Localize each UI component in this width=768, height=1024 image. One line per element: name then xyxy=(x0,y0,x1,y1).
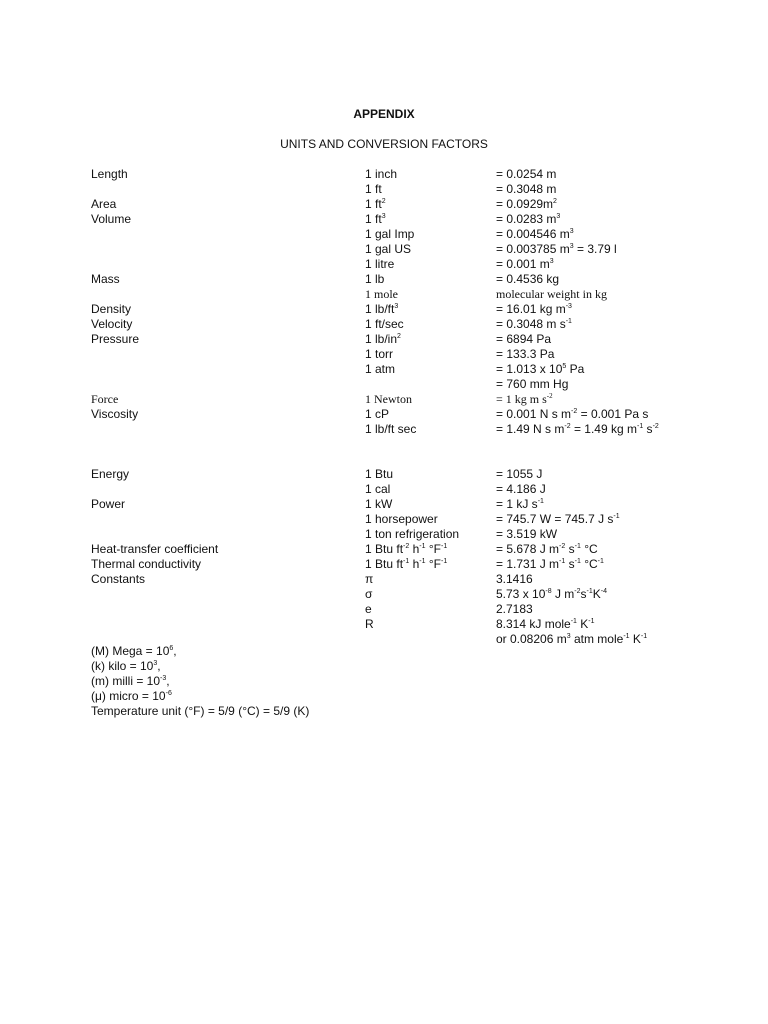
table-row xyxy=(0,287,768,302)
value-cell: = 1055 J xyxy=(496,467,543,481)
value-cell: = 0.4536 kg xyxy=(496,272,560,286)
value-cell: or 0.08206 $m^3$ atm mole$^{-1}$ $K^{-1}$ xyxy=(496,632,648,646)
spacer-row xyxy=(0,452,768,467)
value-cell: = 4.186 J xyxy=(496,482,546,496)
value-cell: = 0.0283 $m^3$ xyxy=(496,212,561,226)
table-row xyxy=(0,212,768,227)
table-row xyxy=(0,392,768,407)
value-cell: molecular weight in kg xyxy=(496,287,607,301)
value-cell: = 16.01 kg $m^{-3}$ xyxy=(496,302,572,316)
prefix-line: (M) Mega = $10^6$, xyxy=(91,644,177,658)
value-cell: = 1 kg m $s^{-2}$ xyxy=(496,392,553,406)
value-cell: = 3.519 kW xyxy=(496,527,558,541)
table-row xyxy=(0,542,768,557)
table-row xyxy=(0,497,768,512)
value-cell: = 0.001 $m^3$ xyxy=(496,257,554,271)
value-cell: = 745.7 W = 745.7 J $s^{-1}$ xyxy=(496,512,620,526)
table-row xyxy=(0,617,768,632)
quantity-cell: Heat-transfer coefficient xyxy=(91,542,219,556)
prefix-line: Temperature unit (°F) = 5/9 (°C) = 5/9 (K) xyxy=(91,704,310,718)
quantity-cell: Power xyxy=(91,497,126,511)
unit-cell: 1 Btu $ft^{-2}$ $h^{-1}$ $^\circ F^{-1}$ xyxy=(365,542,448,556)
unit-cell: 1 litre xyxy=(365,257,395,271)
value-cell: = 0.3048 m xyxy=(496,182,557,196)
table-row xyxy=(0,167,768,182)
value-cell: = 760 mm Hg xyxy=(496,377,569,391)
table-row xyxy=(0,362,768,377)
value-cell: = 1.731 J $m^{-1}$ $s^{-1}$ $^\circ C^{-1}$ xyxy=(496,557,604,571)
unit-cell: 1 ft xyxy=(365,182,382,196)
value-cell: = 133.3 Pa xyxy=(496,347,555,361)
unit-cell: 1 lb/ft sec xyxy=(365,422,417,436)
table-row xyxy=(0,272,768,287)
table-row xyxy=(0,182,768,197)
value-cell: = 0.0254 m xyxy=(496,167,557,181)
table-row xyxy=(0,242,768,257)
table-row xyxy=(0,332,768,347)
table-row xyxy=(0,527,768,542)
value-cell: = 1.013 x $10^5$ Pa xyxy=(496,362,585,376)
table-row xyxy=(0,587,768,602)
table-row xyxy=(0,572,768,587)
quantity-cell: Constants xyxy=(91,572,146,586)
table-row xyxy=(0,602,768,617)
value-cell: = 1 kJ $s^{-1}$ xyxy=(496,497,544,511)
table-row xyxy=(0,257,768,272)
unit-cell: 1 inch xyxy=(365,167,398,181)
page-subtitle: UNITS AND CONVERSION FACTORS xyxy=(280,137,488,151)
quantity-cell: Density xyxy=(91,302,132,316)
value-cell: 2.7183 xyxy=(496,602,533,616)
value-cell: 8.314 kJ mole$^{-1}$ $K^{-1}$ xyxy=(496,617,595,631)
conversion-table xyxy=(0,167,768,647)
unit-cell: 1 kW xyxy=(365,497,393,511)
value-cell: = 0.001 N s $m^{-2} = 0.001$ Pa s xyxy=(496,407,649,421)
table-row xyxy=(0,557,768,572)
quantity-cell: Energy xyxy=(91,467,130,481)
table-row xyxy=(0,512,768,527)
value-cell: = 1.49 N s $m^{-2} = 1.49$ kg $m^{-1}$ $s^{-2}$ xyxy=(496,422,659,436)
unit-cell: 1 torr xyxy=(365,347,394,361)
table-row xyxy=(0,377,768,392)
spacer-row xyxy=(0,437,768,452)
unit-cell: 1 ft/sec xyxy=(365,317,404,331)
quantity-cell: Volume xyxy=(91,212,132,226)
unit-cell: 1 lb xyxy=(365,272,385,286)
page-title: APPENDIX xyxy=(353,107,415,121)
unit-cell: 1 gal US xyxy=(365,242,412,256)
value-cell: 5.73 x $10^{-8}$ J $m^{-2}s^{-1}K^{-4}$ xyxy=(496,587,607,601)
value-cell: = 0.003785 $m^3 = 3.79$ l xyxy=(496,242,617,256)
quantity-cell: Force xyxy=(91,392,119,406)
value-cell: = $0.0929m^2$ xyxy=(496,197,557,211)
prefix-line: (μ) micro = $10^{-6}$ xyxy=(91,689,172,703)
table-row xyxy=(0,317,768,332)
table-row xyxy=(0,482,768,497)
quantity-cell: Mass xyxy=(91,272,120,286)
table-row xyxy=(0,302,768,317)
quantity-cell: Pressure xyxy=(91,332,140,346)
unit-cell: 1 gal Imp xyxy=(365,227,415,241)
unit-cell: R xyxy=(365,617,374,631)
unit-cell: 1 Btu xyxy=(365,467,394,481)
unit-cell: 1 $ft^2$ xyxy=(365,197,386,211)
value-cell: = 5.678 J $m^{-2}$ $s^{-1}$ °C xyxy=(496,542,598,556)
unit-cell: 1 Btu $ft^{-1}$ $h^{-1}$ $^\circ F^{-1}$ xyxy=(365,557,448,571)
table-row xyxy=(0,407,768,422)
unit-cell: 1 ton refrigeration xyxy=(365,527,460,541)
unit-cell: σ xyxy=(365,587,373,601)
unit-cell: 1 Newton xyxy=(365,392,412,406)
unit-cell: 1 mole xyxy=(365,287,398,301)
table-row xyxy=(0,227,768,242)
quantity-cell: Area xyxy=(91,197,117,211)
prefix-line: (k) kilo = $10^3$, xyxy=(91,659,161,673)
unit-cell: e xyxy=(365,602,372,616)
value-cell: 3.1416 xyxy=(496,572,533,586)
quantity-cell: Length xyxy=(91,167,128,181)
unit-cell: 1 horsepower xyxy=(365,512,438,526)
unit-cell: 1 cP xyxy=(365,407,390,421)
quantity-cell: Thermal conductivity xyxy=(91,557,202,571)
quantity-cell: Viscosity xyxy=(91,407,139,421)
unit-cell: 1 atm xyxy=(365,362,396,376)
quantity-cell: Velocity xyxy=(91,317,133,331)
value-cell: = 0.004546 $m^3$ xyxy=(496,227,574,241)
unit-cell: 1 $ft^3$ xyxy=(365,212,386,226)
prefix-line: (m) milli = $10^{-3}$, xyxy=(91,674,170,688)
table-row xyxy=(0,422,768,437)
unit-cell: π xyxy=(365,572,374,586)
value-cell: = 0.3048 m $s^{-1}$ xyxy=(496,317,572,331)
table-row xyxy=(0,197,768,212)
prefix-list xyxy=(91,644,309,719)
unit-cell: 1 cal xyxy=(365,482,391,496)
value-cell: = 6894 Pa xyxy=(496,332,552,346)
table-row xyxy=(0,347,768,362)
unit-cell: 1 $lb/ft^3$ xyxy=(365,302,399,316)
table-row xyxy=(0,467,768,482)
unit-cell: 1 $lb/in^2$ xyxy=(365,332,401,346)
